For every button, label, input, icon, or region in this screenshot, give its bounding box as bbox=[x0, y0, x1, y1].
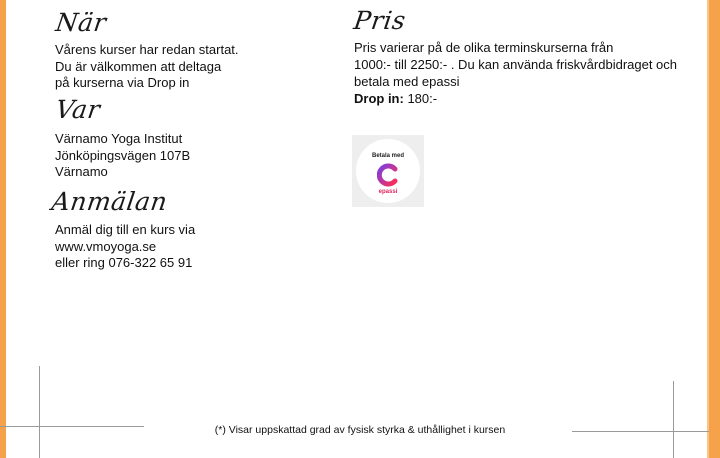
anmalan-website[interactable]: www.vmoyoga.se bbox=[55, 238, 157, 254]
page-edge-left bbox=[0, 0, 6, 458]
pris-line: 1000:- till 2250:- . Du kan använda friskvårdbidraget och bbox=[354, 57, 678, 72]
page-edge-right bbox=[709, 0, 720, 458]
heading-nar: När bbox=[53, 8, 109, 37]
epassi-brand-text: epassi bbox=[378, 189, 398, 195]
dropin-price bbox=[354, 90, 677, 107]
var-line: Jönköpingsvägen 107B bbox=[55, 147, 191, 163]
dropin-label: Drop in: bbox=[354, 91, 404, 106]
var-line: Värnamo Yoga Institut bbox=[55, 131, 183, 146]
anmalan-text bbox=[55, 222, 195, 272]
epassi-logo-icon bbox=[377, 163, 399, 187]
anmalan-phone: eller ring 076-322 65 91 bbox=[55, 255, 193, 270]
nar-line: Du är välkommen att deltaga bbox=[55, 58, 222, 74]
pris-line: Pris varierar på de olika terminskurserna från bbox=[354, 40, 614, 55]
nar-line: Vårens kurser har redan startat. bbox=[55, 42, 239, 57]
crop-mark-left-vertical bbox=[39, 366, 40, 458]
nar-line: på kurserna via Drop in bbox=[55, 75, 190, 90]
footer-note: (*) Visar uppskattad grad av fysisk styrka & uthållighet i kursen bbox=[214, 424, 506, 436]
epassi-top-text: Betala med bbox=[371, 153, 404, 159]
anmalan-line: Anmäl dig till en kurs via bbox=[55, 222, 196, 237]
var-line: Värnamo bbox=[55, 164, 108, 179]
heading-anmalan: Anmälan bbox=[49, 187, 170, 216]
epassi-circle bbox=[356, 139, 420, 203]
pris-text bbox=[354, 39, 677, 107]
heading-var: Var bbox=[53, 95, 103, 124]
dropin-value: 180:- bbox=[403, 91, 438, 106]
epassi-badge bbox=[352, 135, 424, 207]
heading-pris: Pris bbox=[351, 6, 408, 35]
crop-mark-right-vertical bbox=[673, 381, 674, 458]
pris-line: betala med epassi bbox=[354, 74, 460, 89]
nar-text bbox=[55, 42, 239, 92]
var-text bbox=[55, 131, 190, 181]
